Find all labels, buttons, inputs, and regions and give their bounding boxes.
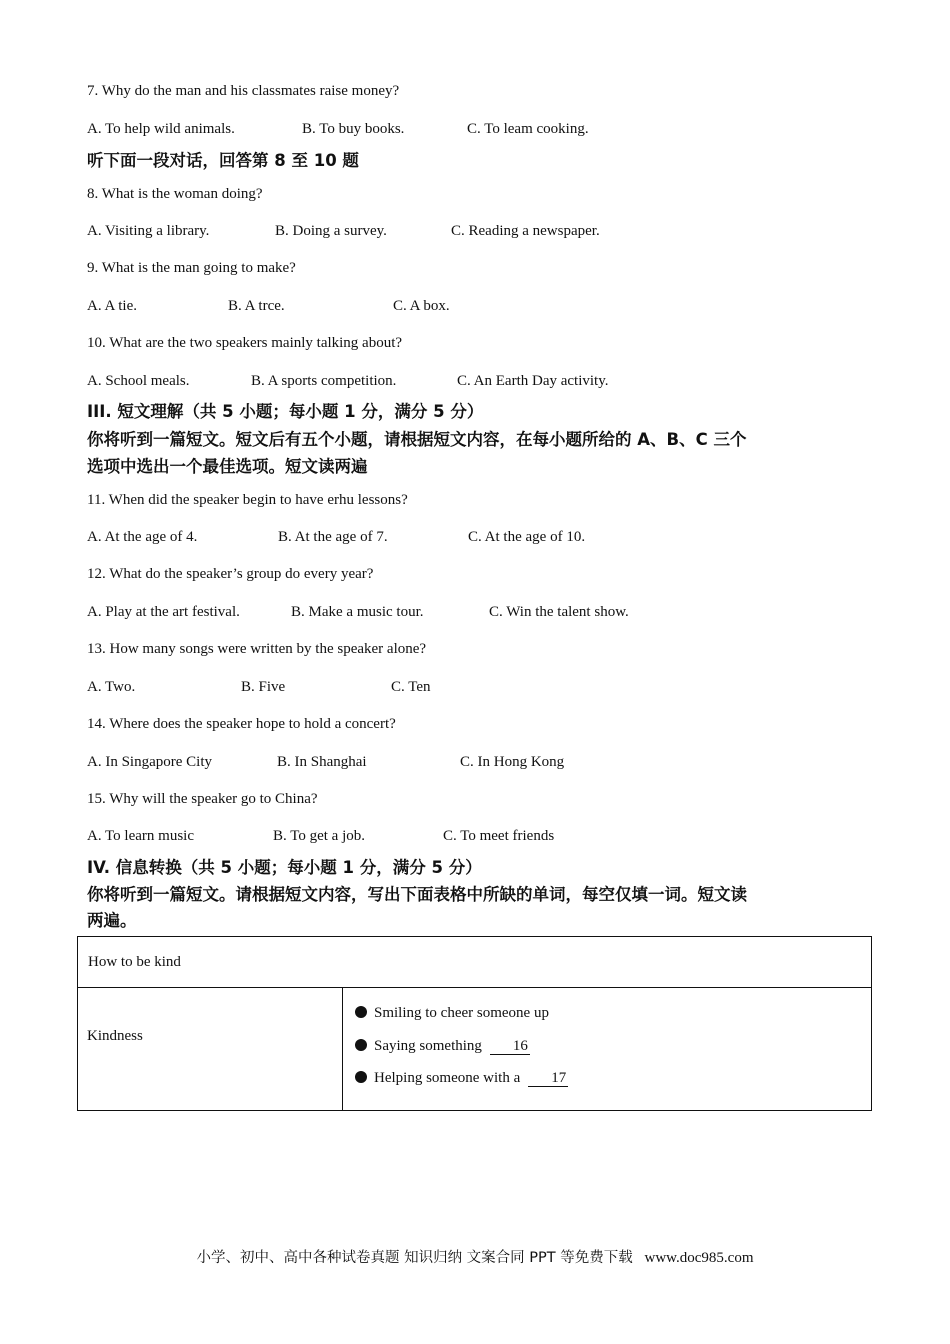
q12-option-c: C. Win the talent show. xyxy=(489,604,629,620)
q7-option-c: C. To leam cooking. xyxy=(467,121,589,137)
q8-option-a: A. Visiting a library. xyxy=(87,223,210,239)
question-9: 9. What is the man going to make? xyxy=(87,260,296,276)
table-item-2 xyxy=(355,1037,530,1055)
q14-option-b: B. In Shanghai xyxy=(277,754,367,770)
question-11: 11. When did the speaker begin to have erhu lessons? xyxy=(87,492,408,508)
q9-option-c: C. A box. xyxy=(393,298,450,314)
footer-url[interactable]: www.doc985.com xyxy=(644,1250,754,1266)
question-14: 14. Where does the speaker hope to hold a concert? xyxy=(87,716,396,732)
q8-option-c: C. Reading a newspaper. xyxy=(451,223,600,239)
question-10: 10. What are the two speakers mainly talking about? xyxy=(87,335,403,351)
part-4-instruction-line-2: 两遍。 xyxy=(87,911,137,930)
q10-option-c: C. An Earth Day activity. xyxy=(457,373,609,389)
q15-option-c: C. To meet friends xyxy=(443,828,555,844)
q11-option-c: C. At the age of 10. xyxy=(468,529,586,545)
table-title: How to be kind xyxy=(88,954,181,970)
item-3-text: Helping someone with a xyxy=(374,1070,521,1086)
q13-option-c: C. Ten xyxy=(391,679,431,695)
blank-17[interactable]: 17 xyxy=(528,1071,568,1087)
q13-option-b: B. Five xyxy=(241,679,286,695)
q12-option-a: A. Play at the art festival. xyxy=(87,604,240,620)
q13-option-a: A. Two. xyxy=(87,679,136,695)
table-item-1 xyxy=(355,1004,549,1022)
q7-option-b: B. To buy books. xyxy=(302,121,405,137)
blank-16[interactable]: 16 xyxy=(490,1039,530,1055)
q10-option-b: B. A sports competition. xyxy=(251,373,397,389)
q8-option-b: B. Doing a survey. xyxy=(275,223,387,239)
question-12: 12. What do the speaker’s group do every year? xyxy=(87,566,374,582)
bullet-icon xyxy=(355,1039,367,1051)
part-3-title: III. 短文理解（共 5 小题；每小题 1 分，满分 5 分） xyxy=(87,402,484,421)
q7-option-a: A. To help wild animals. xyxy=(87,121,235,137)
part-3-instruction-line-2: 选项中选出一个最佳选项。短文读两遍 xyxy=(87,457,368,476)
part-3-instruction-line-1: 你将听到一篇短文。短文后有五个小题，请根据短文内容，在每小题所给的 A、B、C 三个 xyxy=(87,430,747,449)
footer-text: 小学、初中、高中各种试卷真题 知识归纳 文案合同 PPT 等免费下载 xyxy=(196,1250,633,1266)
question-13: 13. How many songs were written by the speaker alone? xyxy=(87,641,427,657)
item-1-text: Smiling to cheer someone up xyxy=(374,1005,549,1021)
part-4-title: IV. 信息转换（共 5 小题；每小题 1 分，满分 5 分） xyxy=(87,858,482,877)
table-left-cell xyxy=(78,987,343,1110)
info-table xyxy=(77,936,872,1111)
question-7: 7. Why do the man and his classmates raise money? xyxy=(87,83,400,99)
item-2-text: Saying something xyxy=(374,1038,482,1054)
q15-option-a: A. To learn music xyxy=(87,828,194,844)
question-15: 15. Why will the speaker go to China? xyxy=(87,791,318,807)
q10-option-a: A. School meals. xyxy=(87,373,190,389)
bullet-icon xyxy=(355,1071,367,1083)
q11-option-a: A. At the age of 4. xyxy=(87,529,198,545)
q14-option-c: C. In Hong Kong xyxy=(460,754,565,770)
q15-option-b: B. To get a job. xyxy=(273,828,365,844)
question-8: 8. What is the woman doing? xyxy=(87,186,263,202)
table-kindness-label: Kindness xyxy=(87,1028,143,1044)
q14-option-a: A. In Singapore City xyxy=(87,754,212,770)
bullet-icon xyxy=(355,1006,367,1018)
table-header-row xyxy=(78,937,871,988)
q9-option-a: A. A tie. xyxy=(87,298,138,314)
q9-option-b: B. A trce. xyxy=(228,298,285,314)
part-4-instruction-line-1: 你将听到一篇短文。请根据短文内容，写出下面表格中所缺的单词，每空仅填一词。短文读 xyxy=(87,885,747,904)
section-heading-8-10: 听下面一段对话，回答第 8 至 10 题 xyxy=(87,151,359,170)
table-item-3 xyxy=(355,1069,568,1087)
q11-option-b: B. At the age of 7. xyxy=(278,529,388,545)
page-footer xyxy=(0,1248,950,1268)
q12-option-b: B. Make a music tour. xyxy=(291,604,424,620)
